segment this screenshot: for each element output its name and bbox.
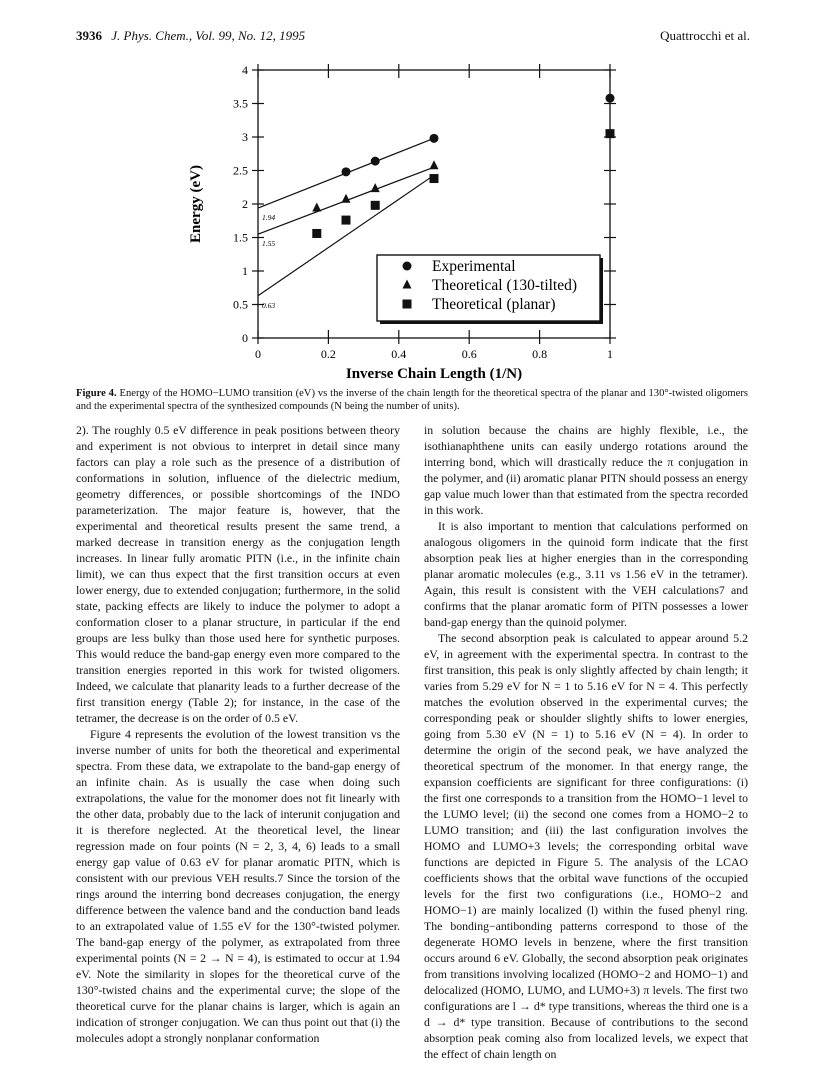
- left-column: [76, 422, 400, 1046]
- x-tick-label: 1: [607, 347, 613, 361]
- circle-marker: [403, 262, 412, 271]
- right-paragraph-2: It is also important to mention that calculations performed on analogous oligomers in the quinoid form indicate that the first absorption peak lies at higher energies than in the corresponding planar aromatic molecules (e.g., 3.11 vs 1.56 eV in the tetramer). Again, this result is consistent with the VEH calculations7 and confirms that the planar aromatic form of PITN possesses a lower band-gap energy than the quinoid polymer.: [424, 519, 748, 629]
- x-tick-label: 0.4: [391, 347, 407, 361]
- data-points: [312, 94, 614, 238]
- square-marker: [403, 300, 412, 309]
- right-column: [424, 422, 748, 1062]
- circle-marker: [606, 94, 615, 103]
- figure-label: Figure 4.: [76, 388, 117, 399]
- y-tick-label: 3: [242, 130, 248, 144]
- y-tick-label: 2.5: [233, 163, 248, 178]
- figure-caption: [76, 387, 748, 413]
- y-tick-label: 0: [242, 331, 248, 345]
- chart-legend: [377, 255, 603, 324]
- journal-citation: J. Phys. Chem., Vol. 99, No. 12, 1995: [111, 28, 306, 43]
- square-marker: [606, 129, 615, 138]
- y-tick-label: 4: [242, 63, 248, 77]
- legend-entry-label: Experimental: [432, 258, 516, 275]
- extrapolated-value-label: 1.55: [262, 239, 276, 249]
- header-authors: Quattrocchi et al.: [660, 28, 750, 43]
- x-tick-label: 0.2: [320, 347, 336, 361]
- x-tick-label: 0.8: [532, 347, 548, 361]
- y-tick-label: 1.5: [233, 230, 248, 245]
- y-tick-label: 2: [242, 197, 248, 211]
- x-tick-label: 0: [255, 347, 261, 361]
- extrapolation-labels: [262, 213, 275, 310]
- triangle-marker: [342, 194, 351, 203]
- caption-text: Energy of the HOMO−LUMO transition (eV) vs the inverse of the chain length for the theoretical spectra of the planar and 130°-twisted oligomers and the experimental spectra of the synthesized compounds (N being the number of units).: [76, 388, 749, 412]
- extrapolated-value-label: 1.94: [262, 213, 276, 223]
- x-axis-label: Inverse Chain Length (1/N): [345, 366, 523, 382]
- legend-entry-label: Theoretical (planar): [432, 296, 556, 313]
- y-tick-label: 3.5: [233, 96, 248, 111]
- square-marker: [371, 201, 380, 210]
- right-paragraph-1: in solution because the chains are highly flexible, i.e., the isothianaphthene units can easily undergo rotations around the interring bond, which will drastically reduce the π conjugation in the polymer, and (ii) aromatic planar PITN should possess an energy gap value much lower than that estimated from the spectra recorded in this work.: [424, 423, 748, 517]
- y-tick-label: 1: [242, 264, 248, 278]
- extrapolated-value-label: 0.63: [262, 300, 276, 310]
- page-number: 3936: [76, 28, 102, 43]
- circle-marker: [430, 134, 439, 143]
- triangle-marker: [430, 160, 439, 169]
- right-paragraph-3: The second absorption peak is calculated to appear around 5.2 eV, in agreement with the experimental spectra. In contrast to the first transition, this peak is only slightly affected by chain length; it varies from 5.29 eV for N = 1 to 5.16 eV for N = 4. This perfectly matches the evolution observed in the experimental curves; the corresponding peak or shoulder slightly shifts to lower energies, going from 5.30 eV (N = 1) to 5.16 eV (N = 4). In order to determine the origin of the second peak, we have analyzed the theoretical spectrum of the monomer. In that energy range, the expansion coefficients are significant for three configurations: (i) the first one corresponds to a transition from the HOMO−1 level to the LUMO level; (ii) the second one comes from a HOMO−2 to LUMO transition; and (iii) the last configuration involves the HOMO and LUMO+3 levels; the corresponding orbital wave functions are depicted in Figure 5. The analysis of the LCAO coefficients shows that the orbital wave functions of the occupied levels for the first two configurations (i.e., HOMO−2 and HOMO−1) are mainly localized (l) within the fused phenyl ring. The bonding−antibonding patterns correspond to those of the degenerate HOMO levels in benzene, where the first transition occurs around 6 eV. Globally, the second absorption peak originates from transitions involving localized (HOMO−2 and HOMO−1) and delocalized (HOMO, LUMO, and LUMO+3) π levels. The first two configurations are l → d* type transitions, whereas the third one is a d → d* type transition. Because of contributions to the second absorption peak coming also from localized levels, we expect that the effect of chain length on: [424, 631, 748, 1061]
- header-left: [76, 28, 305, 44]
- x-tick-label: 0.6: [461, 347, 477, 361]
- square-marker: [342, 216, 351, 225]
- legend-entry-label: Theoretical (130-tilted): [432, 277, 578, 294]
- triangle-marker: [371, 183, 380, 192]
- circle-marker: [371, 157, 380, 166]
- triangle-marker: [312, 203, 321, 212]
- y-tick-label: 0.5: [233, 297, 248, 312]
- energy-vs-inverse-chain-length-chart: [180, 58, 640, 388]
- circle-marker: [342, 167, 351, 176]
- square-marker: [312, 229, 321, 238]
- square-marker: [430, 174, 439, 183]
- left-paragraph-1: 2). The roughly 0.5 eV difference in peak positions between theory and experiment is not obvious to interpret in detail since many factors can play a role such as the presence of a distribution of conformations in solution, influence of the dielectric medium, geometry differences, or possible shortcomings of the INDO parameterization. The major feature is, however, that the experimental and theoretical results present the same trend, a marked decrease in transition energy as the conjugation length increases. In linear fully aromatic PITN (i.e., in the infinite chain limit), we can thus expect that the first transition occurs at even lower energy, due to extended conjugation; furthermore, in the solid state, packing effects are likely to induce the polymer to adopt a conformation closer to a planar structure, in particular if the end groups are less bulky than those used here for synthetic purposes. This would reduce the band-gap energy even more compared to the transition energies reported in this work for twisted oligomers. Indeed, we calculate that planarity leads to a further decrease of the first transition energy (Table 2); for instance, in the case of the tetramer, the decrease is on the order of 0.5 eV.: [76, 423, 400, 725]
- y-axis-label: Energy (eV): [188, 165, 204, 243]
- left-paragraph-2: Figure 4 represents the evolution of the lowest transition vs the inverse number of units for both the theoretical and experimental spectra. From these data, we extrapolate to the band-gap energy of an infinite chain. As is usually the case when doing such extrapolations, the value for the monomer does not fit linearly with the other data, probably due to the lack of interunit conjugation and it is therefore neglected. At the theoretical level, the linear regression made on four points (N = 2, 3, 4, 6) leads to a small energy gap value of 0.63 eV for planar aromatic PITN, which is consistent with our previous VEH results.7 Since the torsion of the rings around the interring bond decreases conjugation, the energy difference between the valence band and the conduction band leads to an extrapolated value of 1.55 eV for the 130°-twisted polymer. The band-gap energy of the polymer, as extrapolated from three experimental points (N = 2 → N = 4), is estimated to occur at 1.94 eV. Note the similarity in slopes for the theoretical curve of the 130°-twisted chains and the experimental curve; the slope of the theoretical curve for the planar chains is larger, which is again an indication of stronger conjugation. We can thus point out that (i) the molecules adopt a strongly nonplanar conformation: [76, 727, 400, 1045]
- page-header: [76, 28, 750, 48]
